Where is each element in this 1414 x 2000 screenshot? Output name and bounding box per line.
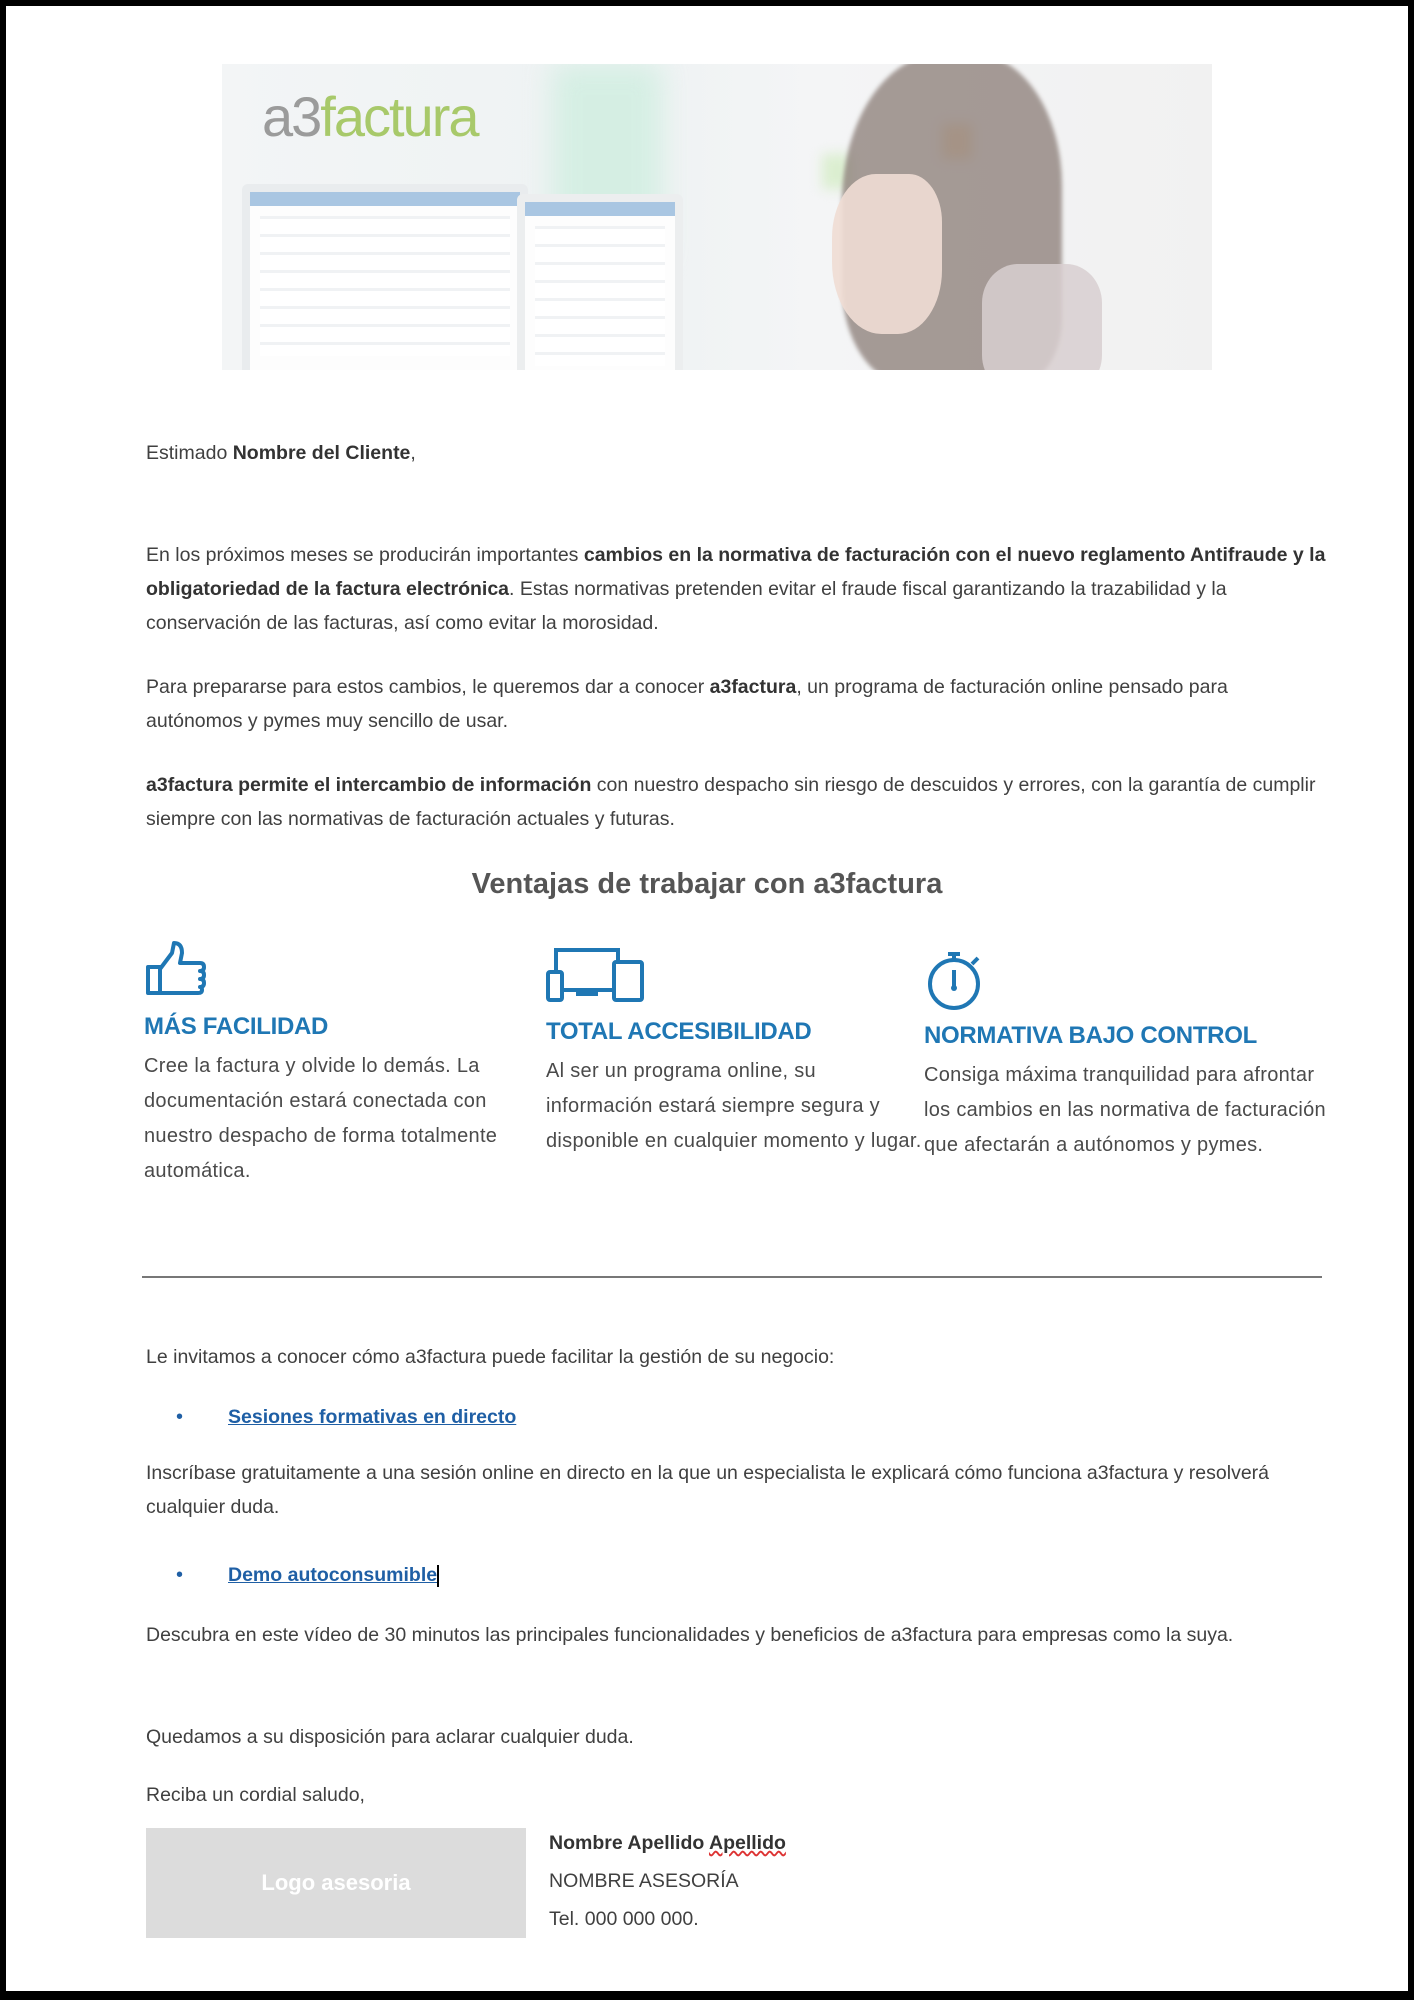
- list-item: [176, 1400, 517, 1434]
- advantages-heading: Ventajas de trabajar con a3factura: [471, 868, 943, 900]
- advantage-card: [144, 941, 524, 1189]
- banner-person-face: [832, 174, 942, 334]
- agency-phone: Tel. 000 000 000.: [549, 1908, 699, 1930]
- banner-monitor: [242, 184, 528, 370]
- a3factura-logo: a3factura: [262, 85, 478, 148]
- email-page: [6, 6, 1408, 1991]
- list-item: [176, 1558, 439, 1592]
- link-live-sessions[interactable]: Sesiones formativas en directo: [228, 1406, 517, 1428]
- client-name: Nombre del Cliente: [232, 442, 411, 464]
- advantage-title: TOTAL ACCESIBILIDAD: [546, 1018, 812, 1045]
- paragraph-exchange: a3factura permite el intercambio de información con nuestro despacho sin riesgo de descuidos y errores, con la garantía de cumplir siempre con las normativas de facturación actuales y futuras.: [146, 774, 1316, 830]
- devices-icon: [546, 946, 926, 1004]
- greeting: Estimado Nombre del Cliente,: [146, 442, 416, 464]
- banner-monitor: [517, 194, 683, 370]
- banner-person-scarf: [982, 264, 1102, 370]
- live-sessions-description: Inscríbase gratuitamente a una sesión online en directo en la que un especialista le explicará cómo funciona a3factura y resolverá cualquier duda.: [146, 1462, 1270, 1518]
- bullet-icon: •: [176, 1564, 184, 1586]
- signature-block: [549, 1824, 786, 1938]
- paragraph-intro-product: Para prepararse para estos cambios, le queremos dar a conocer a3factura, un programa de facturación online pensado para autónomos y pymes muy sencillo de usar.: [146, 676, 1228, 732]
- demo-description: Descubra en este vídeo de 30 minutos las principales funcionalidades y beneficios de a3factura para empresas como la suya.: [146, 1624, 1234, 1646]
- paragraph-regulation: En los próximos meses se producirán importantes cambios en la normativa de facturación con el nuevo reglamento Antifraude y la obligatoriedad de la factura electrónica. Estas normativas pretenden evitar el fraude fiscal garantizando la trazabilidad y la conservación de las facturas, así como evitar la morosidad.: [146, 544, 1326, 634]
- agency-name: NOMBRE ASESORÍA: [549, 1870, 739, 1892]
- stopwatch-icon: [924, 950, 1344, 1008]
- signer-name: Nombre Apellido Apellido: [549, 1832, 786, 1854]
- link-self-demo[interactable]: Demo autoconsumible: [228, 1564, 438, 1586]
- advantage-text: Cree la factura y olvide lo demás. La documentación estará conectada con nuestro despacho de forma totalmente automática.: [144, 1055, 498, 1182]
- advantage-text: Al ser un programa online, su información estará siempre segura y disponible en cualquier momento y lugar.: [546, 1060, 922, 1152]
- section-divider: [142, 1276, 1322, 1278]
- thumbs-up-icon: [144, 941, 524, 999]
- spellcheck-underlined-word: Apellido: [708, 1832, 786, 1854]
- advantage-card: [546, 946, 926, 1159]
- text-cursor: [437, 1565, 439, 1587]
- advantage-card: [924, 950, 1344, 1163]
- advantage-title: MÁS FACILIDAD: [144, 1013, 329, 1040]
- header-banner-image: [222, 64, 1212, 370]
- advantage-title: NORMATIVA BAJO CONTROL: [924, 1022, 1257, 1049]
- agency-logo-placeholder: Logo asesoria: [146, 1828, 526, 1938]
- bullet-icon: •: [176, 1406, 184, 1428]
- closing-line: Quedamos a su disposición para aclarar cualquier duda.: [146, 1726, 634, 1748]
- advantage-text: Consiga máxima tranquilidad para afrontar los cambios en las normativa de facturación que afectarán a autónomos y pymes.: [924, 1064, 1326, 1156]
- invite-intro: Le invitamos a conocer cómo a3factura puede facilitar la gestión de su negocio:: [146, 1346, 835, 1368]
- closing-salutation: Reciba un cordial saludo,: [146, 1784, 365, 1806]
